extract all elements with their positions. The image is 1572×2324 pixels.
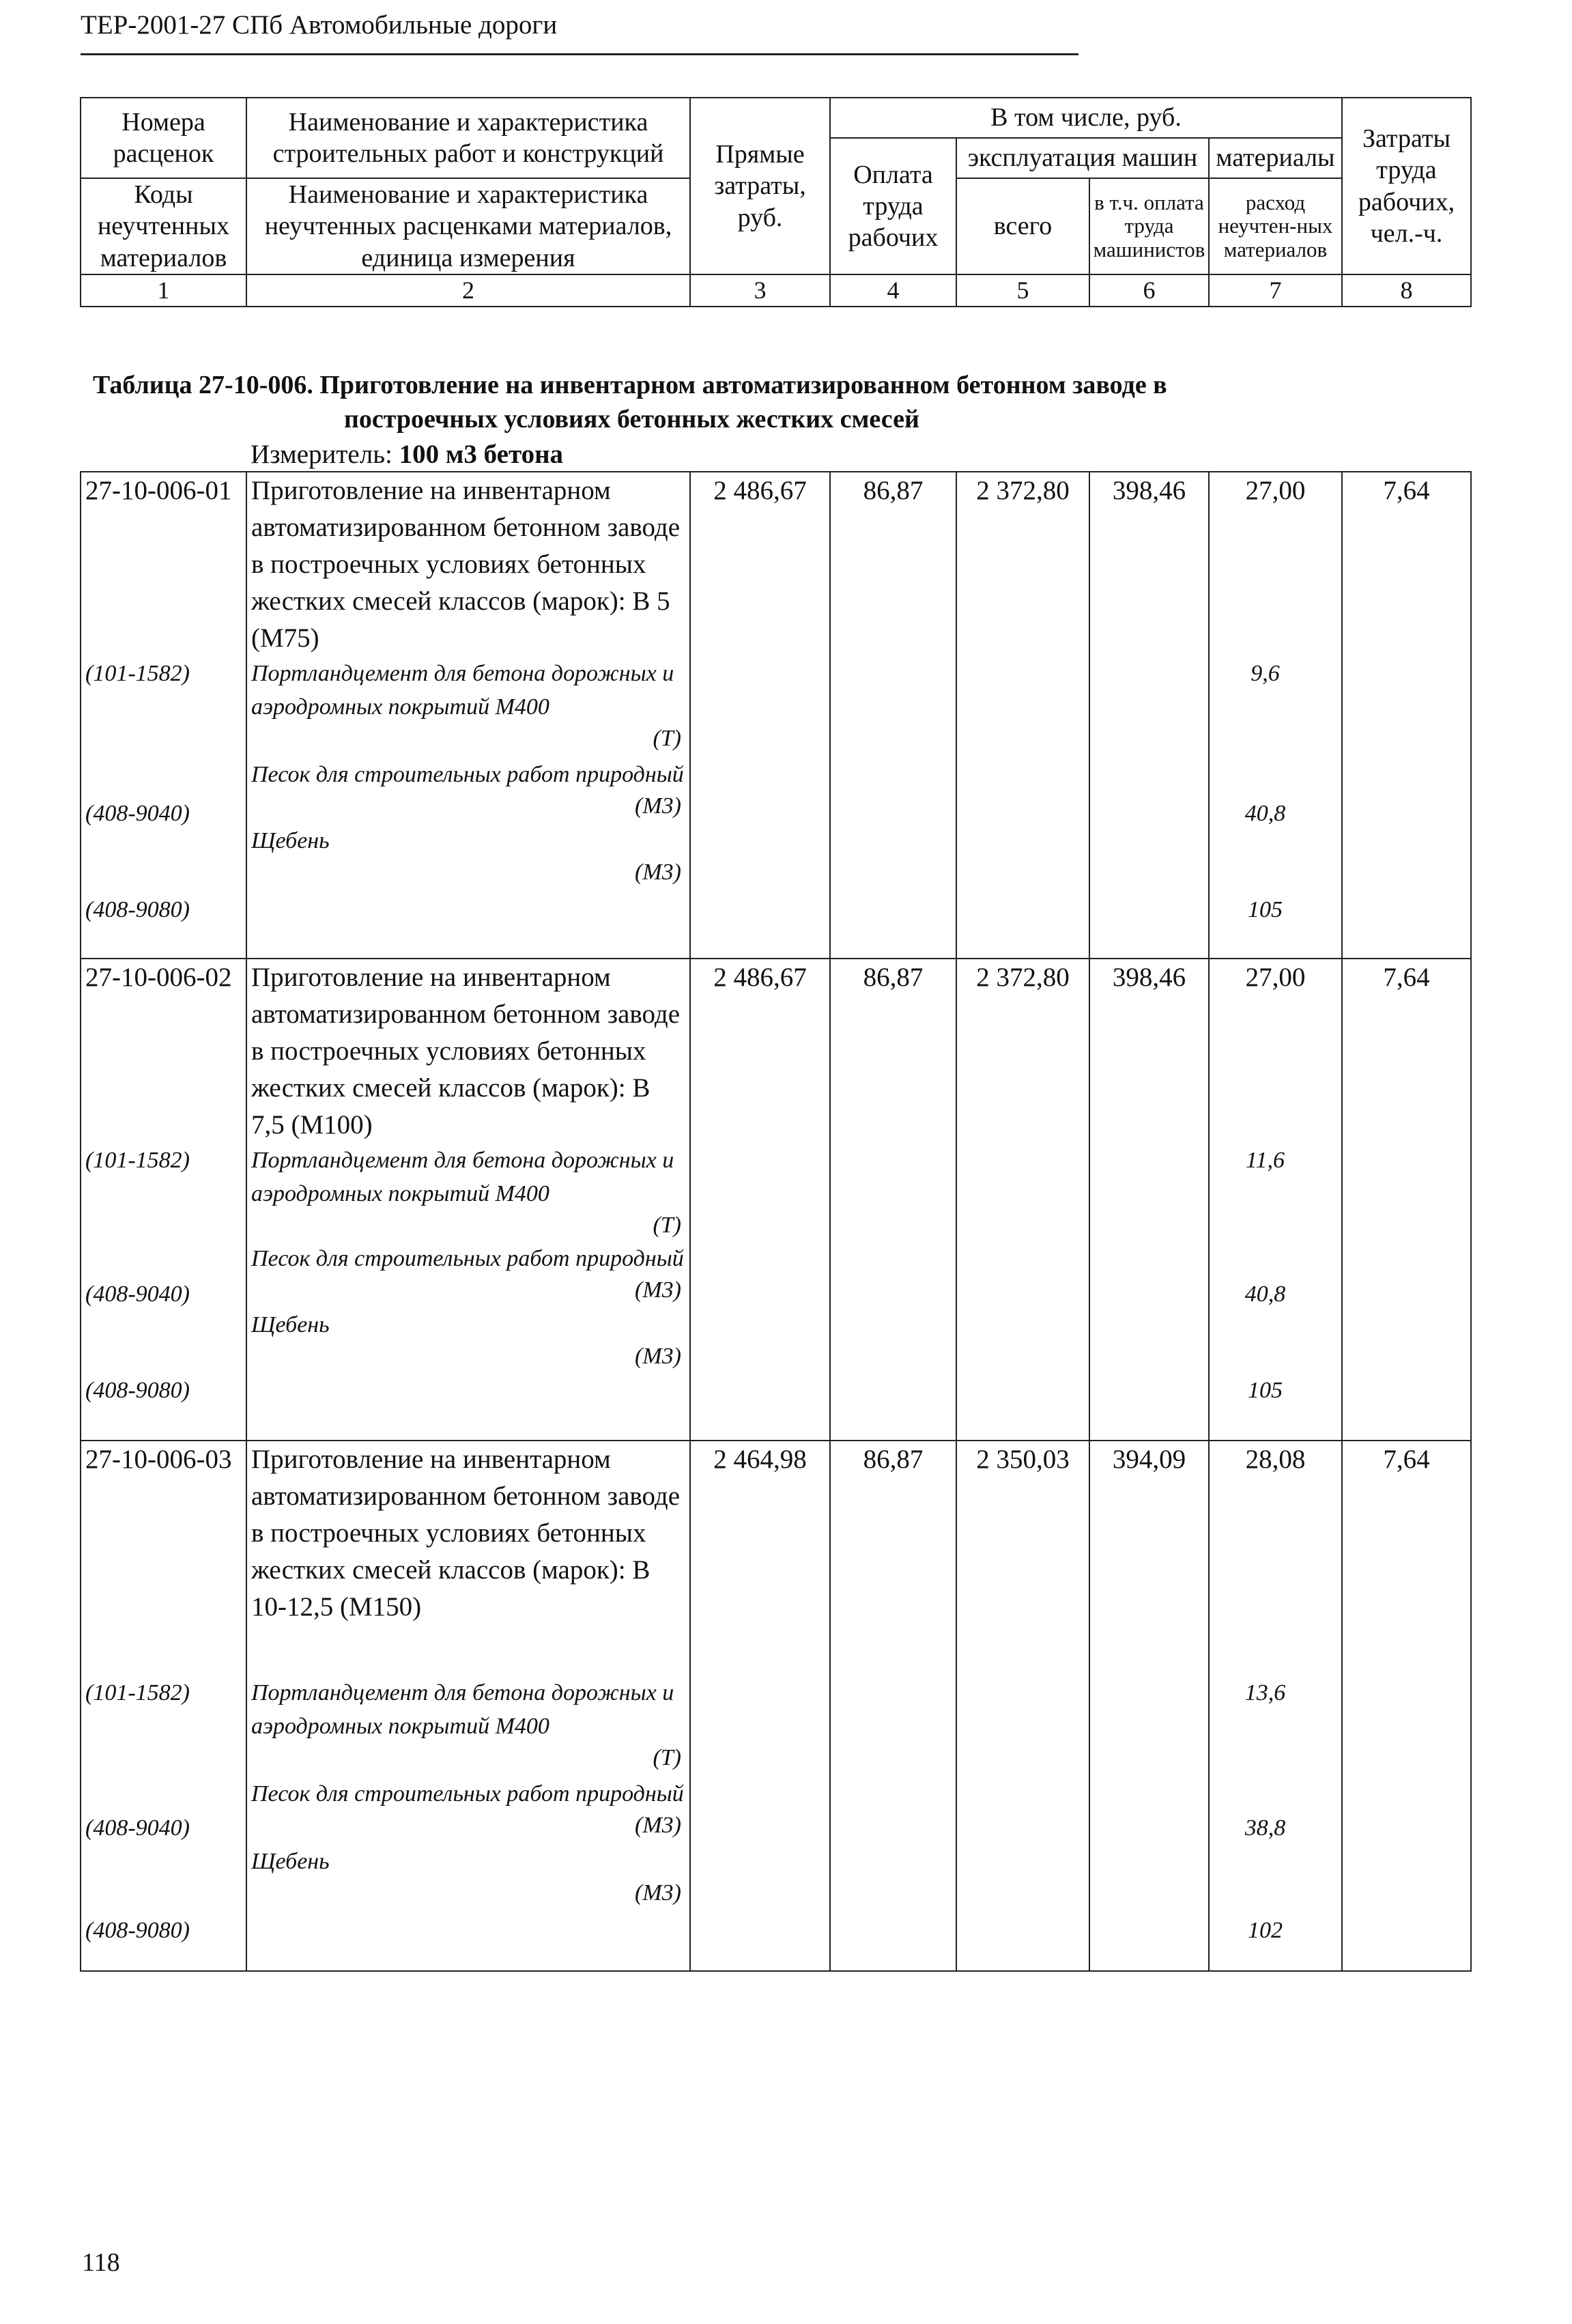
material-name: Щебень bbox=[251, 1312, 330, 1337]
column-number: 1 bbox=[81, 274, 246, 307]
direct-costs: 2 486,67 bbox=[690, 959, 830, 1441]
rate-code: 27-10-006-02 bbox=[85, 963, 232, 992]
material-unit: (М3) bbox=[635, 793, 681, 819]
material-unit: (М3) bbox=[635, 1344, 681, 1369]
materials-cost: 27,00 bbox=[1245, 963, 1306, 992]
rate-code: 27-10-006-03 bbox=[85, 1445, 232, 1474]
header-material-consumption: расход неучтен-ных материалов bbox=[1209, 178, 1342, 274]
header-materials: материалы bbox=[1209, 138, 1342, 178]
column-number: 8 bbox=[1342, 274, 1471, 307]
header-direct-costs: Прямые затраты, руб. bbox=[690, 98, 830, 274]
material-name: Портландцемент для бетона дорожных и аэродромных покрытий М400 bbox=[251, 661, 674, 720]
header-machine-total: всего bbox=[956, 178, 1089, 274]
header-divider bbox=[81, 53, 1078, 55]
table-row bbox=[81, 959, 1471, 1441]
material-qty: 40,8 bbox=[1244, 801, 1286, 826]
rates-table bbox=[80, 471, 1472, 1972]
materials-cell bbox=[1209, 472, 1342, 959]
material-qty: 40,8 bbox=[1244, 1281, 1286, 1307]
worker-pay: 86,87 bbox=[830, 472, 956, 959]
machine-total: 2 372,80 bbox=[956, 472, 1089, 959]
material-qty: 102 bbox=[1248, 1918, 1283, 1943]
page-number: 118 bbox=[82, 2248, 120, 2277]
rate-code: 27-10-006-01 bbox=[85, 476, 232, 505]
name-cell bbox=[246, 959, 690, 1441]
operator-pay: 398,46 bbox=[1089, 959, 1209, 1441]
operator-pay: 394,09 bbox=[1089, 1441, 1209, 1971]
material-unit: (М3) bbox=[635, 860, 681, 885]
column-header-table bbox=[80, 97, 1472, 307]
measure-label: Измеритель: bbox=[251, 440, 399, 469]
material-qty: 105 bbox=[1248, 1378, 1283, 1403]
material-name: Щебень bbox=[251, 1849, 330, 1874]
measure-value: 100 м3 бетона bbox=[399, 440, 564, 469]
labor-hours: 7,64 bbox=[1342, 1441, 1471, 1971]
material-code: (101-1582) bbox=[85, 661, 190, 686]
labor-hours: 7,64 bbox=[1342, 472, 1471, 959]
column-number: 7 bbox=[1209, 274, 1342, 307]
machine-total: 2 350,03 bbox=[956, 1441, 1089, 1971]
direct-costs: 2 486,67 bbox=[690, 472, 830, 959]
material-code: (408-9080) bbox=[85, 897, 190, 922]
material-unit: (Т) bbox=[653, 1745, 681, 1770]
header-rate-numbers: Номера расценок bbox=[81, 98, 246, 178]
materials-cost: 27,00 bbox=[1245, 476, 1306, 505]
material-unit: (М3) bbox=[635, 1813, 681, 1838]
material-qty: 9,6 bbox=[1251, 661, 1280, 686]
table-caption-prefix: Таблица 27-10-006. bbox=[93, 371, 313, 399]
table-row bbox=[81, 472, 1471, 959]
column-number: 2 bbox=[246, 274, 690, 307]
material-name: Песок для строительных работ природный bbox=[251, 1781, 684, 1806]
material-unit: (Т) bbox=[653, 1213, 681, 1238]
material-code: (408-9080) bbox=[85, 1918, 190, 1943]
machine-total: 2 372,80 bbox=[956, 959, 1089, 1441]
material-code: (408-9040) bbox=[85, 1815, 190, 1841]
material-qty: 105 bbox=[1248, 897, 1283, 922]
header-material-codes: Коды неучтенных материалов bbox=[81, 178, 246, 274]
material-unit: (М3) bbox=[635, 1277, 681, 1303]
header-material-names: Наименование и характеристика неучтенных расценками материалов, единица измерения bbox=[246, 178, 690, 274]
material-name: Песок для строительных работ природный bbox=[251, 1246, 684, 1271]
document-header: ТЕР-2001-27 СПб Автомобильные дороги bbox=[81, 10, 558, 40]
material-unit: (М3) bbox=[635, 1880, 681, 1905]
materials-cell bbox=[1209, 959, 1342, 1441]
worker-pay: 86,87 bbox=[830, 1441, 956, 1971]
material-qty: 38,8 bbox=[1244, 1815, 1286, 1841]
header-work-name: Наименование и характеристика строительных работ и конструкций bbox=[246, 98, 690, 178]
materials-cost: 28,08 bbox=[1245, 1445, 1306, 1474]
material-code: (408-9040) bbox=[85, 1281, 190, 1307]
materials-cell bbox=[1209, 1441, 1342, 1971]
material-name: Песок для строительных работ природный bbox=[251, 762, 684, 787]
header-worker-pay: Оплата труда рабочих bbox=[830, 138, 956, 274]
table-caption bbox=[93, 369, 1321, 402]
column-number: 6 bbox=[1089, 274, 1209, 307]
material-name: Щебень bbox=[251, 828, 330, 853]
direct-costs: 2 464,98 bbox=[690, 1441, 830, 1971]
rate-name: Приготовление на инвентарном автоматизированном бетонном заводе в построечных условиях бетонных жестких смесей классов (марок): В 10-12,5 (М150) bbox=[251, 1445, 681, 1621]
code-cell bbox=[81, 472, 246, 959]
rate-name: Приготовление на инвентарном автоматизированном бетонном заводе в построечных условиях бетонных жестких смесей классов (марок): В 7,5 (М100) bbox=[251, 963, 681, 1139]
operator-pay: 398,46 bbox=[1089, 472, 1209, 959]
column-number: 3 bbox=[690, 274, 830, 307]
table-row bbox=[81, 1441, 1471, 1971]
table-caption-line1: Приготовление на инвентарном автоматизированном бетонном заводе в bbox=[313, 371, 1167, 399]
material-code: (101-1582) bbox=[85, 1680, 190, 1705]
header-operator-pay: в т.ч. оплата труда машинистов bbox=[1089, 178, 1209, 274]
header-machine-operation: эксплуатация машин bbox=[956, 138, 1209, 178]
labor-hours: 7,64 bbox=[1342, 959, 1471, 1441]
header-including-group: В том числе, руб. bbox=[830, 98, 1342, 138]
material-code: (101-1582) bbox=[85, 1148, 190, 1173]
header-labor-hours: Затраты труда рабочих, чел.-ч. bbox=[1342, 98, 1471, 274]
column-number: 4 bbox=[830, 274, 956, 307]
material-qty: 11,6 bbox=[1246, 1148, 1285, 1173]
code-cell bbox=[81, 1441, 246, 1971]
material-code: (408-9040) bbox=[85, 801, 190, 826]
material-unit: (Т) bbox=[653, 726, 681, 751]
table-measure bbox=[251, 439, 563, 470]
material-name: Портландцемент для бетона дорожных и аэродромных покрытий М400 bbox=[251, 1148, 674, 1206]
worker-pay: 86,87 bbox=[830, 959, 956, 1441]
code-cell bbox=[81, 959, 246, 1441]
name-cell bbox=[246, 1441, 690, 1971]
name-cell bbox=[246, 472, 690, 959]
rate-name: Приготовление на инвентарном автоматизированном бетонном заводе в построечных условиях бетонных жестких смесей классов (марок): В 5 (М75) bbox=[251, 476, 681, 653]
table-caption-continued: построечных условиях бетонных жестких смесей bbox=[344, 405, 919, 434]
material-code: (408-9080) bbox=[85, 1378, 190, 1403]
column-number: 5 bbox=[956, 274, 1089, 307]
material-name: Портландцемент для бетона дорожных и аэродромных покрытий М400 bbox=[251, 1680, 674, 1739]
material-qty: 13,6 bbox=[1244, 1680, 1286, 1705]
